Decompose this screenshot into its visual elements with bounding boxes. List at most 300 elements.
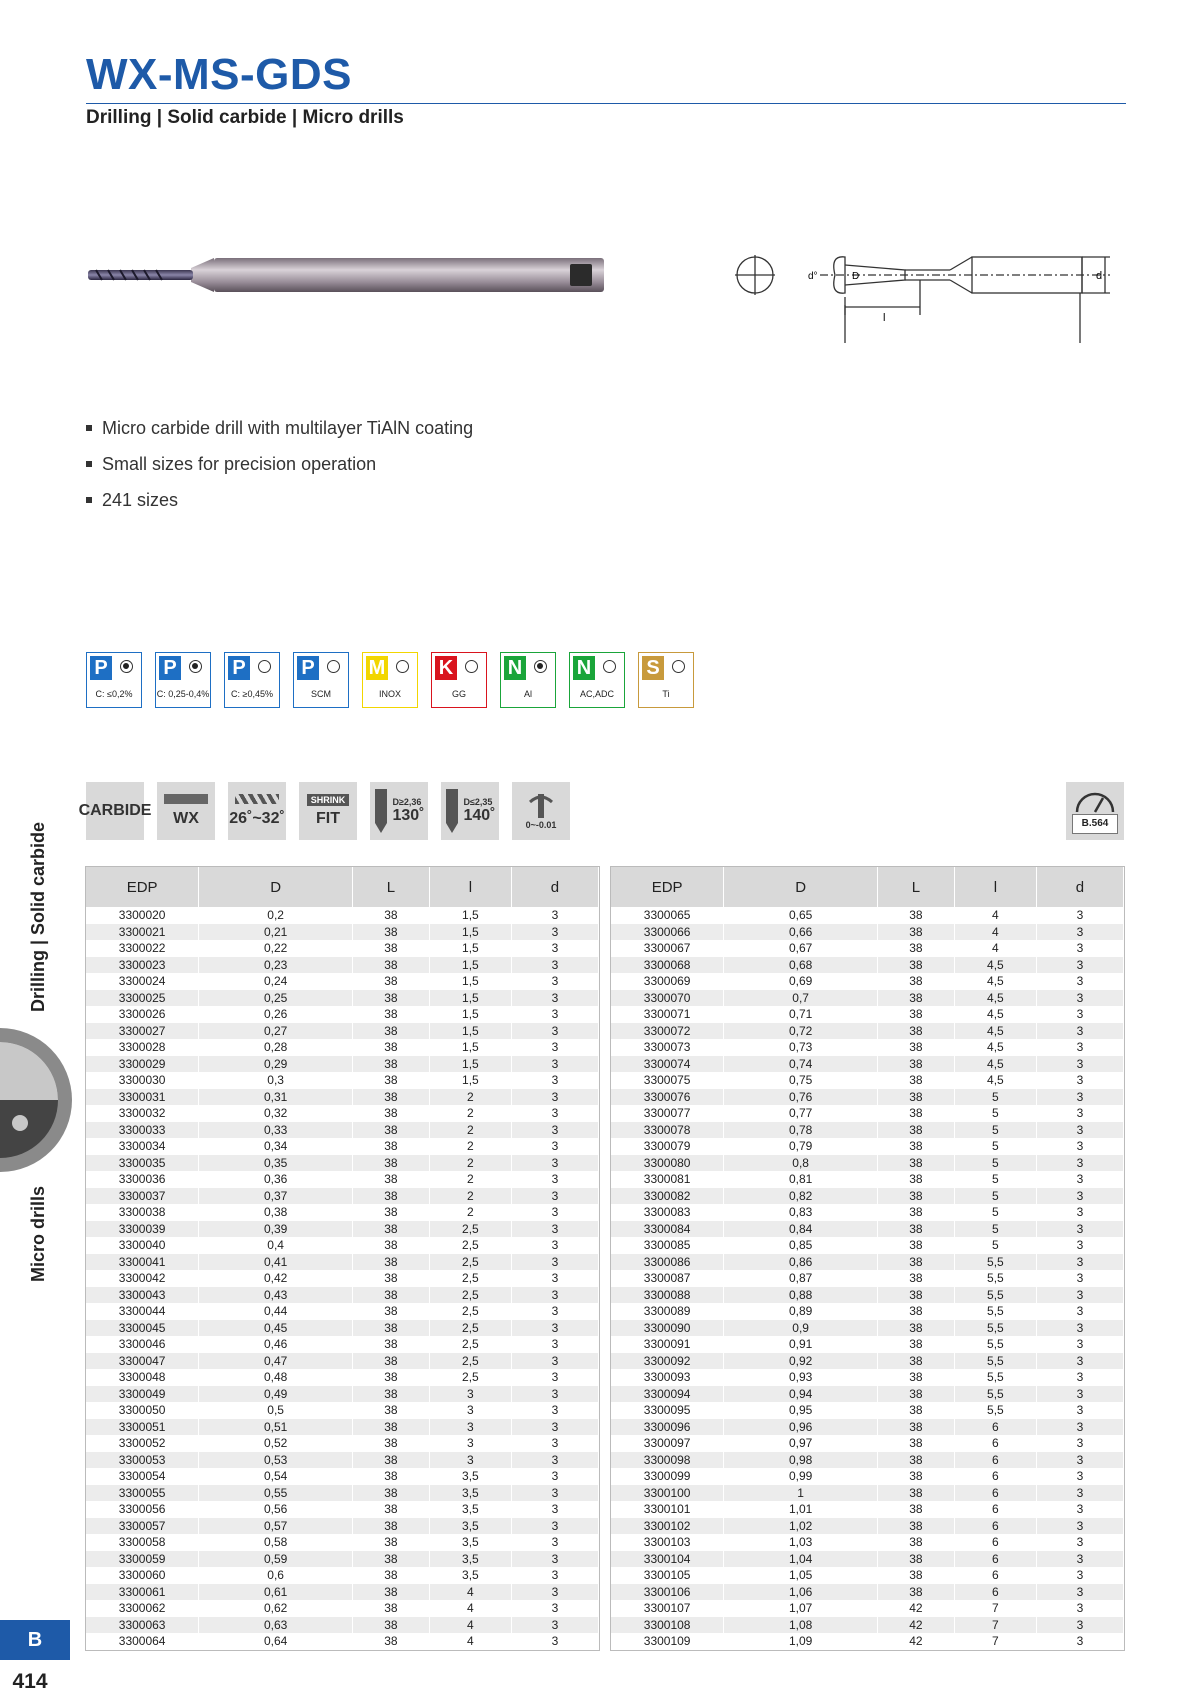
table-row [611, 1039, 1124, 1056]
table-cell: 3300100 [611, 1485, 724, 1502]
table-cell: 0,94 [724, 1386, 878, 1403]
table-row [611, 957, 1124, 974]
table-cell: 38 [878, 1452, 955, 1469]
table-row [86, 907, 599, 924]
table-cell: 3 [1036, 1419, 1123, 1436]
section-letter-tab[interactable]: B [0, 1620, 70, 1660]
table-cell: 2,5 [429, 1237, 511, 1254]
table-cell: 3300062 [86, 1600, 199, 1617]
table-cell: 3 [511, 1188, 598, 1205]
table-cell: 5 [954, 1138, 1036, 1155]
table-cell: 5,5 [954, 1402, 1036, 1419]
page-title: WX-MS-GDS [86, 50, 353, 99]
table-row [86, 973, 599, 990]
table-cell: 3 [511, 1270, 598, 1287]
table-row [611, 1402, 1124, 1419]
material-badge [86, 652, 142, 708]
table-cell: 38 [878, 1221, 955, 1238]
table-cell: 3300076 [611, 1089, 724, 1106]
table-cell: 0,66 [724, 924, 878, 941]
table-row [611, 1171, 1124, 1188]
table-row [611, 1089, 1124, 1106]
table-cell: 0,24 [199, 973, 353, 990]
table-row [611, 1534, 1124, 1551]
table-cell: 4,5 [954, 1056, 1036, 1073]
table-cell: 3300093 [611, 1369, 724, 1386]
table-cell: 0,4 [199, 1237, 353, 1254]
table-cell: 0,71 [724, 1006, 878, 1023]
table-cell: 38 [878, 957, 955, 974]
table-cell: 3 [511, 1006, 598, 1023]
table-row [86, 1501, 599, 1518]
table-cell: 3 [1036, 1138, 1123, 1155]
table-cell: 38 [353, 1452, 430, 1469]
table-cell: 0,22 [199, 940, 353, 957]
drill-point-icon [373, 789, 389, 833]
carbide-icon [78, 782, 152, 840]
material-letter: P [159, 656, 181, 680]
table-cell: 38 [353, 1122, 430, 1139]
table-cell: 0,51 [199, 1419, 353, 1436]
table-cell: 38 [353, 1534, 430, 1551]
table-cell: 3300068 [611, 957, 724, 974]
table-cell: 3 [1036, 1056, 1123, 1073]
material-sub-label: C: ≥0,45% [231, 689, 273, 699]
table-cell: 3 [1036, 1039, 1123, 1056]
table-row [611, 1122, 1124, 1139]
side-tab-micro-drills: Micro drills [28, 1185, 48, 1282]
table-cell: 3 [511, 1353, 598, 1370]
table-cell: 3300081 [611, 1171, 724, 1188]
table-row [611, 1386, 1124, 1403]
table-cell: 3 [1036, 940, 1123, 957]
table-cell: 2,5 [429, 1353, 511, 1370]
coating-bar-icon [164, 794, 208, 804]
table-cell: 0,34 [199, 1138, 353, 1155]
table-row [611, 1600, 1124, 1617]
table-row [611, 1485, 1124, 1502]
table-cell: 0,88 [724, 1287, 878, 1304]
table-cell: 3300108 [611, 1617, 724, 1634]
table-cell: 38 [878, 990, 955, 1007]
table-row [611, 1006, 1124, 1023]
table-cell: 3,5 [429, 1468, 511, 1485]
table-cell: 5 [954, 1105, 1036, 1122]
table-cell: 5 [954, 1237, 1036, 1254]
table-cell: 3 [511, 1567, 598, 1584]
table-row [86, 1435, 599, 1452]
table-cell: 3 [511, 1633, 598, 1650]
material-sub-label: C: ≤0,2% [95, 689, 133, 699]
table-cell: 0,86 [724, 1254, 878, 1271]
table-cell: 38 [353, 1402, 430, 1419]
table-cell: 3 [511, 1287, 598, 1304]
table-cell: 3300101 [611, 1501, 724, 1518]
table-cell: 0,55 [199, 1485, 353, 1502]
table-cell: 2,5 [429, 1221, 511, 1238]
spec-table-right [611, 867, 1124, 1650]
table-cell: 3300039 [86, 1221, 199, 1238]
table-cell: 3 [511, 924, 598, 941]
material-badge [293, 652, 349, 708]
table-cell: 38 [878, 1188, 955, 1205]
table-cell: 3 [511, 973, 598, 990]
table-cell: 38 [878, 1089, 955, 1106]
table-cell: 3300064 [86, 1633, 199, 1650]
table-cell: 6 [954, 1468, 1036, 1485]
table-cell: 38 [353, 1386, 430, 1403]
table-cell: 3300063 [86, 1617, 199, 1634]
table-cell: 3 [1036, 1188, 1123, 1205]
table-cell: 0,48 [199, 1369, 353, 1386]
table-cell: 0,58 [199, 1534, 353, 1551]
table-cell: 3 [1036, 1518, 1123, 1535]
table-row [611, 1155, 1124, 1172]
table-cell: 2 [429, 1171, 511, 1188]
column-header: d [1036, 867, 1123, 907]
table-cell: 3 [511, 1254, 598, 1271]
table-cell: 3 [1036, 990, 1123, 1007]
table-cell: 5,5 [954, 1270, 1036, 1287]
table-cell: 0,73 [724, 1039, 878, 1056]
table-cell: 3 [429, 1419, 511, 1436]
table-cell: 1,5 [429, 1056, 511, 1073]
table-cell: 3300044 [86, 1303, 199, 1320]
side-tab-drilling: Drilling | Solid carbide [28, 821, 48, 1012]
table-cell: 3300109 [611, 1633, 724, 1650]
table-cell: 3300054 [86, 1468, 199, 1485]
table-cell: 1,05 [724, 1567, 878, 1584]
table-cell: 4,5 [954, 1039, 1036, 1056]
table-cell: 38 [353, 1089, 430, 1106]
table-cell: 3300053 [86, 1452, 199, 1469]
table-cell: 3300092 [611, 1353, 724, 1370]
table-cell: 3300106 [611, 1584, 724, 1601]
table-cell: 4 [429, 1633, 511, 1650]
table-cell: 3 [511, 1039, 598, 1056]
table-cell: 3 [1036, 1617, 1123, 1634]
table-row [86, 1204, 599, 1221]
table-cell: 38 [353, 973, 430, 990]
material-letter: P [228, 656, 250, 680]
table-cell: 3300055 [86, 1485, 199, 1502]
table-cell: 0,8 [724, 1155, 878, 1172]
table-cell: 38 [353, 1006, 430, 1023]
table-cell: 0,44 [199, 1303, 353, 1320]
table-cell: 4 [954, 924, 1036, 941]
table-cell: 38 [353, 1353, 430, 1370]
table-cell: 2 [429, 1204, 511, 1221]
table-cell: 3300043 [86, 1287, 199, 1304]
table-cell: 2 [429, 1089, 511, 1106]
table-cell: 3 [511, 1386, 598, 1403]
table-row [86, 1105, 599, 1122]
table-cell: 6 [954, 1551, 1036, 1568]
table-cell: 3300045 [86, 1320, 199, 1337]
table-cell: 3300089 [611, 1303, 724, 1320]
table-row [86, 1369, 599, 1386]
page-subtitle: Drilling | Solid carbide | Micro drills [86, 107, 404, 128]
table-cell: 38 [353, 1287, 430, 1304]
table-cell: 0,45 [199, 1320, 353, 1337]
table-cell: 38 [878, 924, 955, 941]
table-cell: 3 [429, 1435, 511, 1452]
table-cell: 0,87 [724, 1270, 878, 1287]
table-cell: 38 [878, 1369, 955, 1386]
table-cell: 0,92 [724, 1353, 878, 1370]
suitability-dot-icon [603, 660, 616, 673]
table-cell: 0,56 [199, 1501, 353, 1518]
table-cell: 0,43 [199, 1287, 353, 1304]
table-cell: 3300069 [611, 973, 724, 990]
angle2-value: 140˚ [463, 807, 496, 824]
table-cell: 3 [511, 1501, 598, 1518]
table-cell: 5,5 [954, 1369, 1036, 1386]
table-row [86, 1551, 599, 1568]
table-row [611, 907, 1124, 924]
material-badge [431, 652, 487, 708]
table-cell: 3300104 [611, 1551, 724, 1568]
bullet-icon [86, 461, 92, 467]
table-cell: 3 [1036, 973, 1123, 990]
table-row [611, 1518, 1124, 1535]
table-cell: 0,67 [724, 940, 878, 957]
table-cell: 0,46 [199, 1336, 353, 1353]
wx-coating-icon [157, 782, 215, 840]
table-cell: 3300072 [611, 1023, 724, 1040]
table-header-row [611, 867, 1124, 907]
table-row [86, 1419, 599, 1436]
table-cell: 4 [954, 907, 1036, 924]
table-cell: 3 [1036, 1023, 1123, 1040]
column-header: d [511, 867, 598, 907]
table-cell: 3 [1036, 1336, 1123, 1353]
table-cell: 38 [878, 1138, 955, 1155]
table-cell: 5,5 [954, 1353, 1036, 1370]
table-row [611, 1353, 1124, 1370]
table-cell: 3 [511, 1023, 598, 1040]
table-cell: 38 [878, 1303, 955, 1320]
table-cell: 3 [1036, 1006, 1123, 1023]
table-row [611, 940, 1124, 957]
table-cell: 1,06 [724, 1584, 878, 1601]
table-cell: 3300103 [611, 1534, 724, 1551]
suitability-dot-icon [120, 660, 133, 673]
table-cell: 5,5 [954, 1386, 1036, 1403]
table-row [611, 1023, 1124, 1040]
table-cell: 38 [878, 1567, 955, 1584]
table-row [86, 1584, 599, 1601]
table-cell: 3 [1036, 1402, 1123, 1419]
table-cell: 4,5 [954, 957, 1036, 974]
table-cell: 5,5 [954, 1287, 1036, 1304]
material-sub-label: C: 0,25-0,4% [156, 689, 210, 699]
feature-text: Micro carbide drill with multilayer TiAlN coating [102, 417, 474, 438]
table-cell: 3 [1036, 1386, 1123, 1403]
table-cell: 0,93 [724, 1369, 878, 1386]
dim-l-label: l [883, 312, 886, 324]
table-cell: 0,25 [199, 990, 353, 1007]
table-row [611, 1633, 1124, 1650]
table-cell: 38 [878, 1006, 955, 1023]
table-cell: 3300029 [86, 1056, 199, 1073]
table-row [86, 1617, 599, 1634]
table-cell: 4 [429, 1617, 511, 1634]
table-cell: 3300086 [611, 1254, 724, 1271]
table-cell: 3 [511, 1155, 598, 1172]
table-cell: 3 [1036, 1105, 1123, 1122]
table-cell: 3 [511, 1105, 598, 1122]
table-cell: 0,32 [199, 1105, 353, 1122]
table-cell: 7 [954, 1600, 1036, 1617]
table-cell: 38 [353, 1501, 430, 1518]
cutting-data-reference[interactable] [1066, 782, 1124, 840]
table-cell: 6 [954, 1435, 1036, 1452]
table-cell: 0,76 [724, 1089, 878, 1106]
table-cell: 38 [878, 1551, 955, 1568]
table-cell: 3 [1036, 1584, 1123, 1601]
table-cell: 3 [1036, 1435, 1123, 1452]
material-letter: N [573, 656, 595, 680]
table-row [86, 1254, 599, 1271]
table-cell: 0,49 [199, 1386, 353, 1403]
table-cell: 1,5 [429, 1006, 511, 1023]
table-cell: 3300073 [611, 1039, 724, 1056]
table-cell: 3 [1036, 1072, 1123, 1089]
feature-item [86, 410, 473, 446]
table-row [611, 1617, 1124, 1634]
table-cell: 42 [878, 1617, 955, 1634]
table-cell: 38 [878, 1171, 955, 1188]
table-cell: 0,84 [724, 1221, 878, 1238]
micro-drill-photo [86, 250, 606, 300]
table-row [86, 1452, 599, 1469]
table-cell: 3300087 [611, 1270, 724, 1287]
table-row [86, 1320, 599, 1337]
table-row [611, 1254, 1124, 1271]
table-cell: 38 [878, 1353, 955, 1370]
table-cell: 38 [353, 1039, 430, 1056]
table-cell: 38 [353, 1204, 430, 1221]
table-cell: 3 [1036, 1270, 1123, 1287]
helix-label: 26˚~32˚ [229, 810, 285, 827]
table-row [86, 1518, 599, 1535]
table-cell: 3300046 [86, 1336, 199, 1353]
table-cell: 38 [353, 1435, 430, 1452]
technical-drawing [720, 235, 1130, 345]
table-cell: 3300075 [611, 1072, 724, 1089]
table-cell: 0,65 [724, 907, 878, 924]
carbide-label: CARBIDE [78, 802, 152, 819]
table-cell: 38 [878, 1485, 955, 1502]
table-row [86, 1534, 599, 1551]
material-sub-label: Al [523, 689, 532, 699]
table-cell: 0,59 [199, 1551, 353, 1568]
table-cell: 3300060 [86, 1567, 199, 1584]
table-cell: 3 [511, 907, 598, 924]
table-cell: 5 [954, 1155, 1036, 1172]
table-row [86, 1600, 599, 1617]
table-cell: 3 [1036, 1171, 1123, 1188]
material-letter: M [366, 656, 388, 680]
material-letter: P [297, 656, 319, 680]
feature-item [86, 446, 473, 482]
table-cell: 3 [511, 1518, 598, 1535]
table-cell: 1,5 [429, 1039, 511, 1056]
table-cell: 3 [1036, 924, 1123, 941]
table-cell: 42 [878, 1633, 955, 1650]
table-cell: 3 [1036, 957, 1123, 974]
table-cell: 3300077 [611, 1105, 724, 1122]
table-cell: 3300066 [611, 924, 724, 941]
table-cell: 3300102 [611, 1518, 724, 1535]
table-cell: 1 [724, 1485, 878, 1502]
helix-stripes-icon [235, 794, 279, 804]
material-badge [500, 652, 556, 708]
table-cell: 0,85 [724, 1237, 878, 1254]
material-suitability-row [86, 652, 694, 708]
table-cell: 5 [954, 1171, 1036, 1188]
table-cell: 3300098 [611, 1452, 724, 1469]
table-cell: 0,95 [724, 1402, 878, 1419]
table-cell: 3300058 [86, 1534, 199, 1551]
table-cell: 38 [353, 907, 430, 924]
table-cell: 3300027 [86, 1023, 199, 1040]
table-cell: 3300021 [86, 924, 199, 941]
table-cell: 3300025 [86, 990, 199, 1007]
table-cell: 7 [954, 1633, 1036, 1650]
table-cell: 6 [954, 1419, 1036, 1436]
table-cell: 1,5 [429, 940, 511, 957]
material-badge [638, 652, 694, 708]
table-cell: 38 [878, 1419, 955, 1436]
table-cell: 38 [878, 1122, 955, 1139]
table-cell: 38 [353, 1600, 430, 1617]
table-cell: 5,5 [954, 1254, 1036, 1271]
table-cell: 38 [878, 1056, 955, 1073]
table-cell: 5 [954, 1221, 1036, 1238]
table-row [86, 990, 599, 1007]
table-cell: 38 [353, 1336, 430, 1353]
table-cell: 5,5 [954, 1320, 1036, 1337]
table-cell: 38 [353, 1270, 430, 1287]
table-cell: 38 [878, 1237, 955, 1254]
table-cell: 3300023 [86, 957, 199, 974]
table-cell: 38 [878, 1320, 955, 1337]
tolerance-label: 0~-0.01 [525, 820, 557, 830]
table-cell: 38 [353, 940, 430, 957]
table-row [86, 1633, 599, 1650]
table-cell: 3 [511, 1320, 598, 1337]
table-cell: 3300085 [611, 1237, 724, 1254]
table-cell: 3 [511, 1617, 598, 1634]
table-row [611, 1567, 1124, 1584]
table-cell: 3300057 [86, 1518, 199, 1535]
table-cell: 3 [511, 1237, 598, 1254]
table-cell: 5 [954, 1122, 1036, 1139]
table-cell: 38 [353, 990, 430, 1007]
table-cell: 0,26 [199, 1006, 353, 1023]
table-cell: 38 [353, 1303, 430, 1320]
table-cell: 5 [954, 1188, 1036, 1205]
suitability-dot-icon [465, 660, 478, 673]
table-row [86, 940, 599, 957]
table-cell: 38 [353, 1105, 430, 1122]
table-row [611, 1237, 1124, 1254]
table-row [86, 1336, 599, 1353]
table-cell: 3300049 [86, 1386, 199, 1403]
table-row [611, 1072, 1124, 1089]
